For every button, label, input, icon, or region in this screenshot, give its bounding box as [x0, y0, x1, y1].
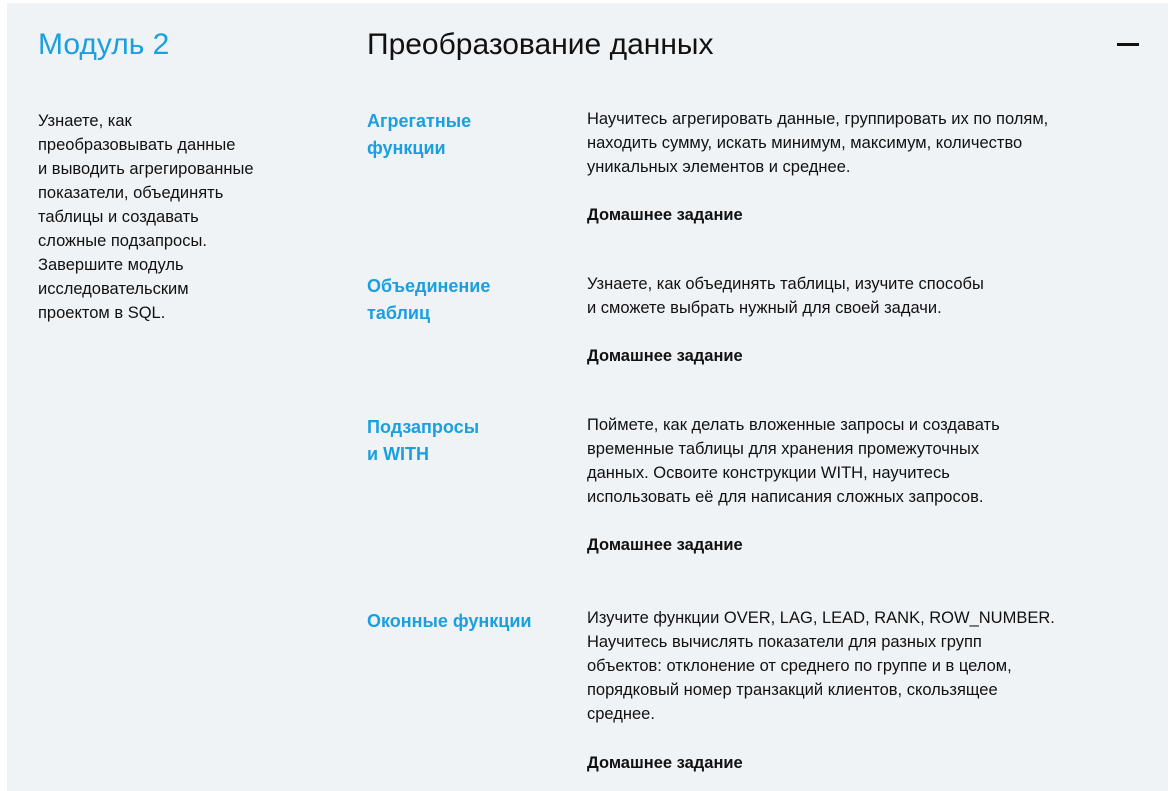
homework-link-window-functions[interactable]: Домашнее задание: [587, 754, 743, 772]
homework-link-table-joins[interactable]: Домашнее задание: [587, 347, 743, 365]
module-card: [7, 3, 1168, 791]
module-description: Узнаете, как преобразовывать данные и выводить агрегированные показатели, объединять таблицы и создавать сложные подзапросы. Завершите модуль исследовательским проектом в SQL.: [38, 112, 254, 322]
topic-title-window-functions: Оконные функции: [367, 611, 532, 631]
topic-description-aggregate-functions: Научитесь агрегировать данные, группировать их по полям, находить сумму, искать минимум, максимум, количество уникальных элементов и среднее.: [587, 110, 1049, 176]
topic-description-window-functions: Изучите функции OVER, LAG, LEAD, RANK, ROW_NUMBER. Научитесь вычислять показатели для разных групп объектов: отклонение от среднего по группе и в целом, порядковый номер транзакций клиентов, скользящее среднее.: [587, 609, 1055, 723]
minus-icon: [1117, 43, 1139, 46]
topic-description-table-joins: Узнаете, как объединять таблицы, изучите способы и сможете выбрать нужный для своей задачи.: [587, 275, 984, 317]
homework-link-subqueries[interactable]: Домашнее задание: [587, 536, 743, 554]
module-title: Преобразование данных: [367, 28, 714, 61]
topic-title-subqueries: Подзапросы и WITH: [367, 417, 480, 464]
topic-title-aggregate-functions: Агрегатные функции: [367, 111, 472, 158]
homework-link-aggregate-functions[interactable]: Домашнее задание: [587, 206, 743, 224]
topic-description-subqueries: Поймете, как делать вложенные запросы и создавать временные таблицы для хранения промежуточных данных. Освоите конструкции WITH, научитесь использовать её для написания сложных запросов.: [587, 416, 1000, 506]
collapse-button[interactable]: [1113, 33, 1143, 57]
module-number: Модуль 2: [38, 28, 170, 61]
topic-title-table-joins: Объединение таблиц: [367, 276, 491, 323]
